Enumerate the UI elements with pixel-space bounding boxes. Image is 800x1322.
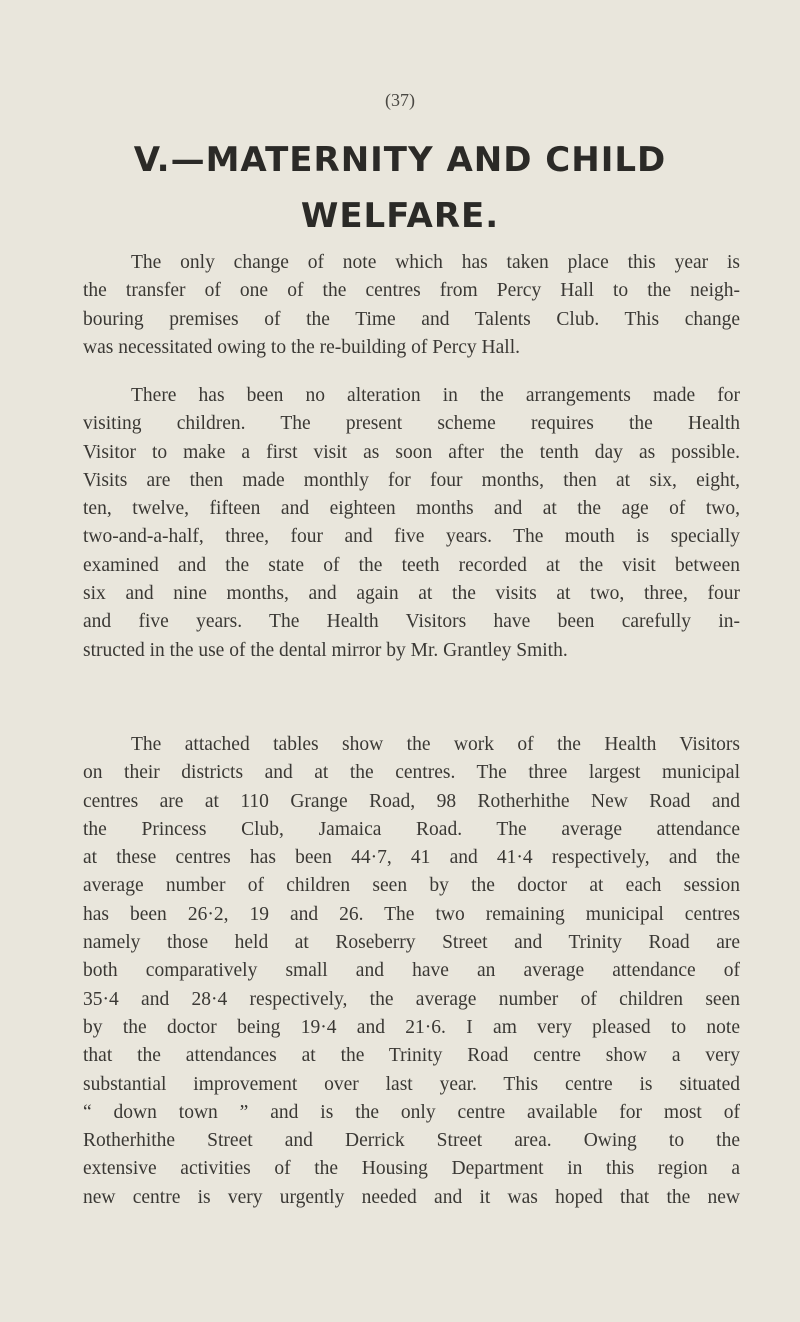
text-line: the transfer of one of the centres from Percy Hall to the neigh- [83,280,740,302]
text-line: new centre is very urgently needed and it was hoped that the new [83,1186,740,1208]
text-line: ten, twelve, fifteen and eighteen months and at the age of two, [83,498,740,520]
paragraph-centres-attendance [83,731,740,1212]
text-line: average number of children seen by the doctor at each session [83,875,740,897]
text-line: There has been no alteration in the arrangements made for [131,385,740,406]
text-line: 35·4 and 28·4 respectively, the average number of children seen [83,988,740,1010]
text-line: has been 26·2, 19 and 26. The two remaining municipal centres [83,903,740,925]
page-number: (37) [385,90,415,110]
text-line: six and nine months, and again at the visits at two, three, four [83,583,740,605]
text-line: by the doctor being 19·4 and 21·6. I am very pleased to note [83,1016,740,1038]
paragraph-percy-hall [83,249,740,362]
text-line: namely those held at Roseberry Street and Trinity Road are [83,932,740,954]
text-line: structed in the use of the dental mirror by Mr. Grantley Smith. [83,639,568,661]
text-line: was necessitated owing to the re-building of Percy Hall. [83,336,521,358]
text-line: “ down town ” and is the only centre available for most of [83,1101,740,1123]
text-line: bouring premises of the Time and Talents Club. This change [83,308,740,330]
text-line: centres are at 110 Grange Road, 98 Rotherhithe New Road and [83,790,740,812]
text-line: on their districts and at the centres. The three largest municipal [83,762,740,784]
text-line: extensive activities of the Housing Department in this region a [83,1158,740,1180]
text-line: both comparatively small and have an average attendance of [83,960,740,982]
text-line: The only change of note which has taken place this year is [131,252,740,273]
section-heading-continued: WELFARE. [300,196,500,236]
text-line: that the attendances at the Trinity Road centre show a very [83,1045,740,1067]
text-line: Rotherhithe Street and Derrick Street area. Owing to the [83,1130,740,1152]
text-line: Visitor to make a first visit as soon after the tenth day as possible. [83,441,740,463]
text-line: two-and-a-half, three, four and five years. The mouth is specially [83,526,740,548]
section-heading: V.—MATERNITY AND CHILD [133,140,667,180]
text-line: substantial improvement over last year. This centre is situated [83,1073,740,1095]
paragraph-visiting-children [83,382,740,665]
text-line: the Princess Club, Jamaica Road. The average attendance [83,818,740,840]
text-line: Visits are then made monthly for four months, then at six, eight, [83,469,740,491]
text-line: examined and the state of the teeth recorded at the visit between [83,554,740,576]
text-line: visiting children. The present scheme requires the Health [83,413,740,435]
text-line: The attached tables show the work of the Health Visitors [131,734,740,755]
text-line: at these centres has been 44·7, 41 and 41·4 respectively, and the [83,847,740,869]
text-line: and five years. The Health Visitors have been carefully in- [83,611,740,633]
